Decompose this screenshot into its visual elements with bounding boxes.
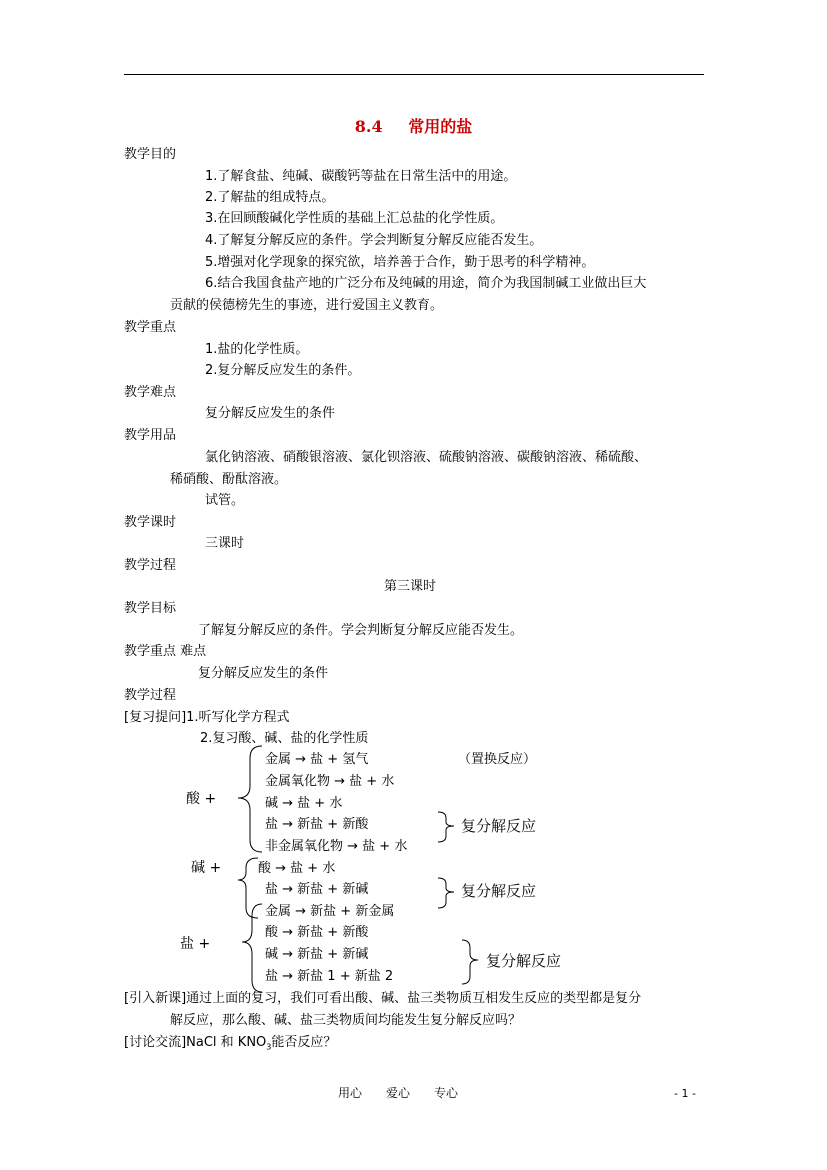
intro-line: [引入新课]通过上面的复习，我们可看出酸、碱、盐三类物质互相发生反应的类型都是复分 [124, 991, 642, 1006]
heading-key: 教学重点 [124, 320, 177, 335]
page-title [0, 114, 827, 137]
page-number: - 1 - [674, 1087, 696, 1100]
base-group-label: 复分解反应 [461, 882, 537, 900]
salt-item: 金属 → 新盐 + 新金属 [265, 904, 395, 919]
acid-item: 碱 → 盐 + 水 [265, 796, 343, 811]
discussion-prefix: [讨论交流]NaCl 和 KNO [124, 1035, 267, 1050]
keydiff-text: 复分解反应发生的条件 [198, 666, 329, 681]
discussion-suffix: 能否反应？ [271, 1035, 337, 1050]
heading-keydiff: 教学重点 难点 [124, 644, 207, 659]
aim-item: 3.在回顾酸碱化学性质的基础上汇总盐的化学性质。 [205, 211, 504, 226]
heading-aim: 教学目的 [124, 147, 177, 162]
materials-line: 稀硝酸、酚酞溶液。 [170, 472, 288, 487]
acid-note: （置换反应） [458, 752, 537, 767]
heading-difficult: 教学难点 [124, 385, 177, 400]
difficult-text: 复分解反应发生的条件 [205, 406, 336, 421]
aim-item: 5.增强对化学现象的探究欲，培养善于合作，勤于思考的科学精神。 [205, 255, 595, 270]
hours-text: 三课时 [205, 536, 245, 551]
base-item: 酸 → 盐 + 水 [258, 861, 336, 876]
salt-item: 碱 → 新盐 + 新碱 [265, 947, 369, 962]
aim-item: 2.了解盐的组成特点。 [205, 190, 335, 205]
heading-goal: 教学目标 [124, 601, 177, 616]
footer-motto: 用心 爱心 专心 [338, 1086, 459, 1100]
review-line: 2.复习酸、碱、盐的化学性质 [200, 731, 369, 746]
acid-item: 金属氧化物 → 盐 + 水 [265, 774, 395, 789]
materials-line: 试管。 [205, 493, 245, 508]
discussion-subscript: 3 [266, 1042, 272, 1052]
salt-item: 盐 → 新盐 1 + 新盐 2 [265, 969, 394, 984]
key-item: 2.复分解反应发生的条件。 [205, 363, 361, 378]
header-rule [124, 74, 704, 75]
salt-group-label: 复分解反应 [486, 952, 562, 970]
review-line: [复习提问]1.听写化学方程式 [124, 710, 290, 725]
aim-item: 贡献的侯德榜先生的事迹，进行爱国主义教育。 [170, 298, 444, 313]
lesson-title: 第三课时 [384, 579, 437, 594]
heading-process-2: 教学过程 [124, 688, 177, 703]
goal-text: 了解复分解反应的条件。学会判断复分解反应能否发生。 [198, 623, 524, 638]
heading-hours: 教学课时 [124, 515, 177, 530]
acid-item: 非金属氧化物 → 盐 + 水 [265, 839, 408, 854]
discussion-line [124, 1036, 336, 1052]
acid-group-label: 复分解反应 [461, 817, 537, 835]
salt-label: 盐 + [180, 936, 211, 952]
title-text: 常用的盐 [408, 117, 473, 136]
materials-line: 氯化钠溶液、硝酸银溶液、氯化钡溶液、硫酸钠溶液、碳酸钠溶液、稀硫酸、 [205, 450, 648, 465]
base-label: 碱 + [191, 860, 222, 876]
base-item: 盐 → 新盐 + 新碱 [265, 882, 369, 897]
intro-line: 解反应，那么酸、碱、盐三类物质间均能发生复分解反应吗？ [170, 1013, 522, 1028]
heading-process: 教学过程 [124, 558, 177, 573]
aim-item: 6.结合我国食盐产地的广泛分布及纯碱的用途，简介为我国制碱工业做出巨大 [205, 276, 647, 291]
aim-item: 4.了解复分解反应的条件。学会判断复分解反应能否发生。 [205, 233, 543, 248]
acid-item: 盐 → 新盐 + 新酸 [265, 817, 369, 832]
aim-item: 1.了解食盐、纯碱、碳酸钙等盐在日常生活中的用途。 [205, 169, 517, 184]
key-item: 1.盐的化学性质。 [205, 342, 309, 357]
title-number: 8.4 [354, 117, 383, 136]
acid-label: 酸 + [186, 791, 217, 807]
salt-item: 酸 → 新盐 + 新酸 [265, 925, 369, 940]
heading-materials: 教学用品 [124, 428, 177, 443]
acid-item: 金属 → 盐 + 氢气 [265, 752, 369, 767]
